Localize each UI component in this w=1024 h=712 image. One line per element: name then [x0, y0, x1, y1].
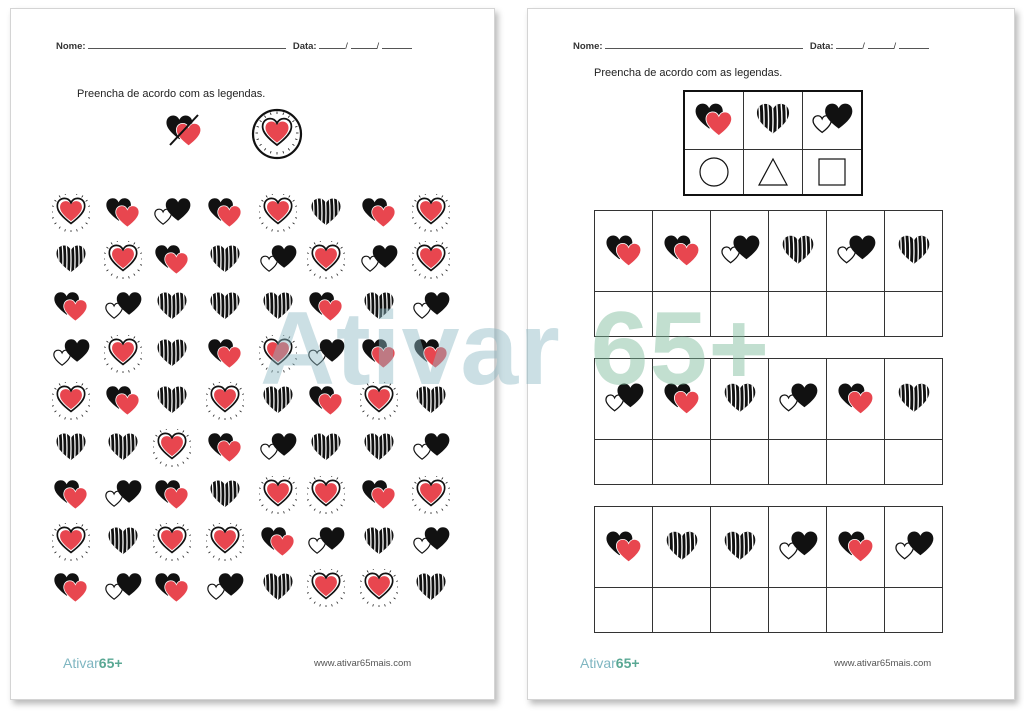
grid-heart-sparkle-icon[interactable] [104, 241, 142, 279]
grid-heart-sparkle-icon[interactable] [307, 241, 345, 279]
date-year-field[interactable] [382, 40, 412, 49]
answer-cell[interactable] [711, 440, 769, 485]
grid-heart-outline-icon[interactable] [307, 335, 345, 373]
grid-heart-pair-icon[interactable] [412, 335, 450, 373]
instruction-text: Preencha de acordo com as legendas. [594, 67, 783, 79]
answer-cell[interactable] [653, 292, 711, 337]
grid-heart-stripe-icon[interactable] [52, 241, 90, 279]
grid-heart-pair-icon [653, 211, 711, 292]
grid-heart-sparkle-icon[interactable] [259, 335, 297, 373]
date-day-field[interactable] [319, 40, 345, 49]
grid-heart-stripe-icon[interactable] [153, 288, 191, 326]
grid-heart-pair-icon[interactable] [360, 476, 398, 514]
grid-heart-stripe-icon[interactable] [259, 382, 297, 420]
grid-heart-outline-icon [595, 359, 653, 440]
grid-heart-outline-icon[interactable] [153, 194, 191, 232]
grid-heart-pair-icon[interactable] [153, 569, 191, 607]
grid-heart-sparkle-icon[interactable] [52, 194, 90, 232]
grid-heart-outline-icon[interactable] [259, 429, 297, 467]
grid-heart-stripe-icon[interactable] [360, 429, 398, 467]
grid-heart-stripe-icon[interactable] [104, 523, 142, 561]
grid-heart-sparkle-icon[interactable] [412, 241, 450, 279]
grid-heart-stripe-icon[interactable] [259, 569, 297, 607]
grid-heart-outline-icon [769, 359, 827, 440]
answer-cell[interactable] [827, 440, 885, 485]
date-label: Data: [809, 41, 834, 52]
grid-heart-outline-icon[interactable] [259, 241, 297, 279]
answer-cell[interactable] [885, 588, 943, 633]
grid-heart-pair-icon [595, 211, 653, 292]
grid-heart-stripe-icon[interactable] [412, 569, 450, 607]
answer-grid-1 [594, 210, 943, 337]
answer-cell[interactable] [769, 292, 827, 337]
worksheet-page-left [10, 8, 495, 700]
footer-logo: Ativar65+ [580, 655, 640, 671]
grid-heart-sparkle-icon[interactable] [259, 194, 297, 232]
grid-heart-stripe-icon[interactable] [206, 241, 244, 279]
grid-heart-sparkle-icon[interactable] [360, 382, 398, 420]
grid-heart-outline-icon[interactable] [412, 429, 450, 467]
grid-heart-pair-icon [827, 359, 885, 440]
grid-heart-stripe-icon[interactable] [307, 194, 345, 232]
legend-crossed-heart-pair-icon [164, 111, 204, 151]
date-label: Data: [292, 41, 317, 52]
grid-heart-sparkle-icon[interactable] [360, 569, 398, 607]
grid-heart-pair-icon[interactable] [104, 194, 142, 232]
grid-heart-sparkle-icon[interactable] [412, 476, 450, 514]
grid-heart-pair-icon[interactable] [206, 429, 244, 467]
footer-url: www.ativar65mais.com [834, 658, 932, 669]
grid-heart-outline-icon [711, 211, 769, 292]
grid-heart-stripe-icon[interactable] [360, 288, 398, 326]
grid-heart-outline-icon[interactable] [104, 476, 142, 514]
grid-heart-stripe-icon [885, 359, 943, 440]
grid-heart-pair-icon[interactable] [52, 569, 90, 607]
answer-grid-3 [594, 506, 943, 633]
grid-heart-pair-icon[interactable] [52, 288, 90, 326]
answer-cell[interactable] [711, 292, 769, 337]
header-fields: Nome: Data: / / [573, 40, 929, 52]
grid-heart-sparkle-icon[interactable] [104, 335, 142, 373]
grid-heart-outline-icon[interactable] [52, 335, 90, 373]
answer-grid-2 [594, 358, 943, 485]
grid-heart-sparkle-icon[interactable] [52, 523, 90, 561]
answer-cell[interactable] [885, 292, 943, 337]
grid-heart-stripe-icon [653, 507, 711, 588]
grid-heart-outline-icon[interactable] [360, 241, 398, 279]
answer-cell[interactable] [827, 588, 885, 633]
grid-heart-stripe-icon [769, 211, 827, 292]
instruction-text: Preencha de acordo com as legendas. [77, 88, 266, 100]
grid-heart-outline-icon [885, 507, 943, 588]
grid-heart-stripe-icon [885, 211, 943, 292]
grid-heart-pair-icon[interactable] [104, 382, 142, 420]
name-field[interactable] [88, 40, 286, 49]
answer-cell[interactable] [653, 588, 711, 633]
grid-heart-outline-icon[interactable] [104, 569, 142, 607]
footer-url: www.ativar65mais.com [314, 658, 412, 669]
grid-heart-stripe-icon[interactable] [307, 429, 345, 467]
grid-heart-sparkle-icon[interactable] [412, 194, 450, 232]
grid-heart-outline-icon[interactable] [307, 523, 345, 561]
name-label: Nome: [573, 41, 603, 52]
grid-heart-sparkle-icon[interactable] [307, 569, 345, 607]
grid-heart-stripe-icon[interactable] [153, 382, 191, 420]
header-fields: Nome: Data: / / [56, 40, 412, 52]
grid-heart-sparkle-icon[interactable] [206, 382, 244, 420]
grid-heart-pair-icon[interactable] [307, 382, 345, 420]
name-label: Nome: [56, 41, 86, 52]
date-year-field[interactable] [899, 40, 929, 49]
grid-heart-pair-icon [595, 507, 653, 588]
grid-heart-stripe-icon[interactable] [206, 476, 244, 514]
grid-heart-pair-icon [653, 359, 711, 440]
grid-heart-sparkle-icon[interactable] [52, 382, 90, 420]
grid-heart-pair-icon[interactable] [360, 335, 398, 373]
answer-cell[interactable] [769, 588, 827, 633]
grid-heart-pair-icon[interactable] [206, 194, 244, 232]
grid-heart-pair-icon[interactable] [206, 335, 244, 373]
grid-heart-outline-icon[interactable] [412, 288, 450, 326]
grid-heart-stripe-icon[interactable] [360, 523, 398, 561]
answer-cell[interactable] [653, 440, 711, 485]
answer-cell[interactable] [595, 292, 653, 337]
grid-heart-stripe-icon[interactable] [412, 382, 450, 420]
answer-cell[interactable] [595, 440, 653, 485]
date-day-field[interactable] [836, 40, 862, 49]
grid-heart-sparkle-icon[interactable] [153, 429, 191, 467]
worksheet-page-right [527, 8, 1015, 700]
answer-cell[interactable] [595, 588, 653, 633]
grid-heart-stripe-icon[interactable] [52, 429, 90, 467]
grid-heart-stripe-icon[interactable] [153, 335, 191, 373]
grid-heart-pair-icon[interactable] [153, 241, 191, 279]
answer-cell[interactable] [827, 292, 885, 337]
legend-table [683, 90, 863, 196]
grid-heart-outline-icon[interactable] [206, 569, 244, 607]
grid-heart-sparkle-icon[interactable] [206, 523, 244, 561]
name-field[interactable] [605, 40, 803, 49]
grid-heart-pair-icon[interactable] [360, 194, 398, 232]
grid-heart-outline-icon [827, 211, 885, 292]
grid-heart-sparkle-icon[interactable] [153, 523, 191, 561]
answer-cell[interactable] [885, 440, 943, 485]
grid-heart-stripe-icon[interactable] [206, 288, 244, 326]
legend-circled-sparkle-heart-icon [251, 108, 303, 160]
date-month-field[interactable] [351, 40, 377, 49]
grid-heart-sparkle-icon[interactable] [259, 476, 297, 514]
watermark: Ativar 65+ [259, 291, 771, 407]
grid-heart-outline-icon[interactable] [104, 288, 142, 326]
grid-heart-stripe-icon[interactable] [104, 429, 142, 467]
grid-heart-outline-icon[interactable] [412, 523, 450, 561]
footer-logo: Ativar65+ [63, 655, 123, 671]
grid-heart-stripe-icon[interactable] [259, 288, 297, 326]
answer-cell[interactable] [711, 588, 769, 633]
legend-shape-circle-icon [684, 149, 744, 195]
legend-shape-triangle-icon [744, 149, 803, 195]
legend-heart-pair-icon [684, 91, 744, 149]
legend-heart-stripe-icon [744, 91, 803, 149]
answer-cell[interactable] [769, 440, 827, 485]
grid-heart-pair-icon[interactable] [52, 476, 90, 514]
grid-heart-outline-icon [769, 507, 827, 588]
grid-heart-stripe-icon [711, 359, 769, 440]
legend-heart-outline-icon [803, 91, 863, 149]
grid-heart-pair-icon[interactable] [259, 523, 297, 561]
grid-heart-sparkle-icon[interactable] [307, 476, 345, 514]
grid-heart-pair-icon[interactable] [307, 288, 345, 326]
grid-heart-pair-icon [827, 507, 885, 588]
date-month-field[interactable] [868, 40, 894, 49]
grid-heart-stripe-icon [711, 507, 769, 588]
legend-shape-square-icon [803, 149, 863, 195]
grid-heart-pair-icon[interactable] [153, 476, 191, 514]
